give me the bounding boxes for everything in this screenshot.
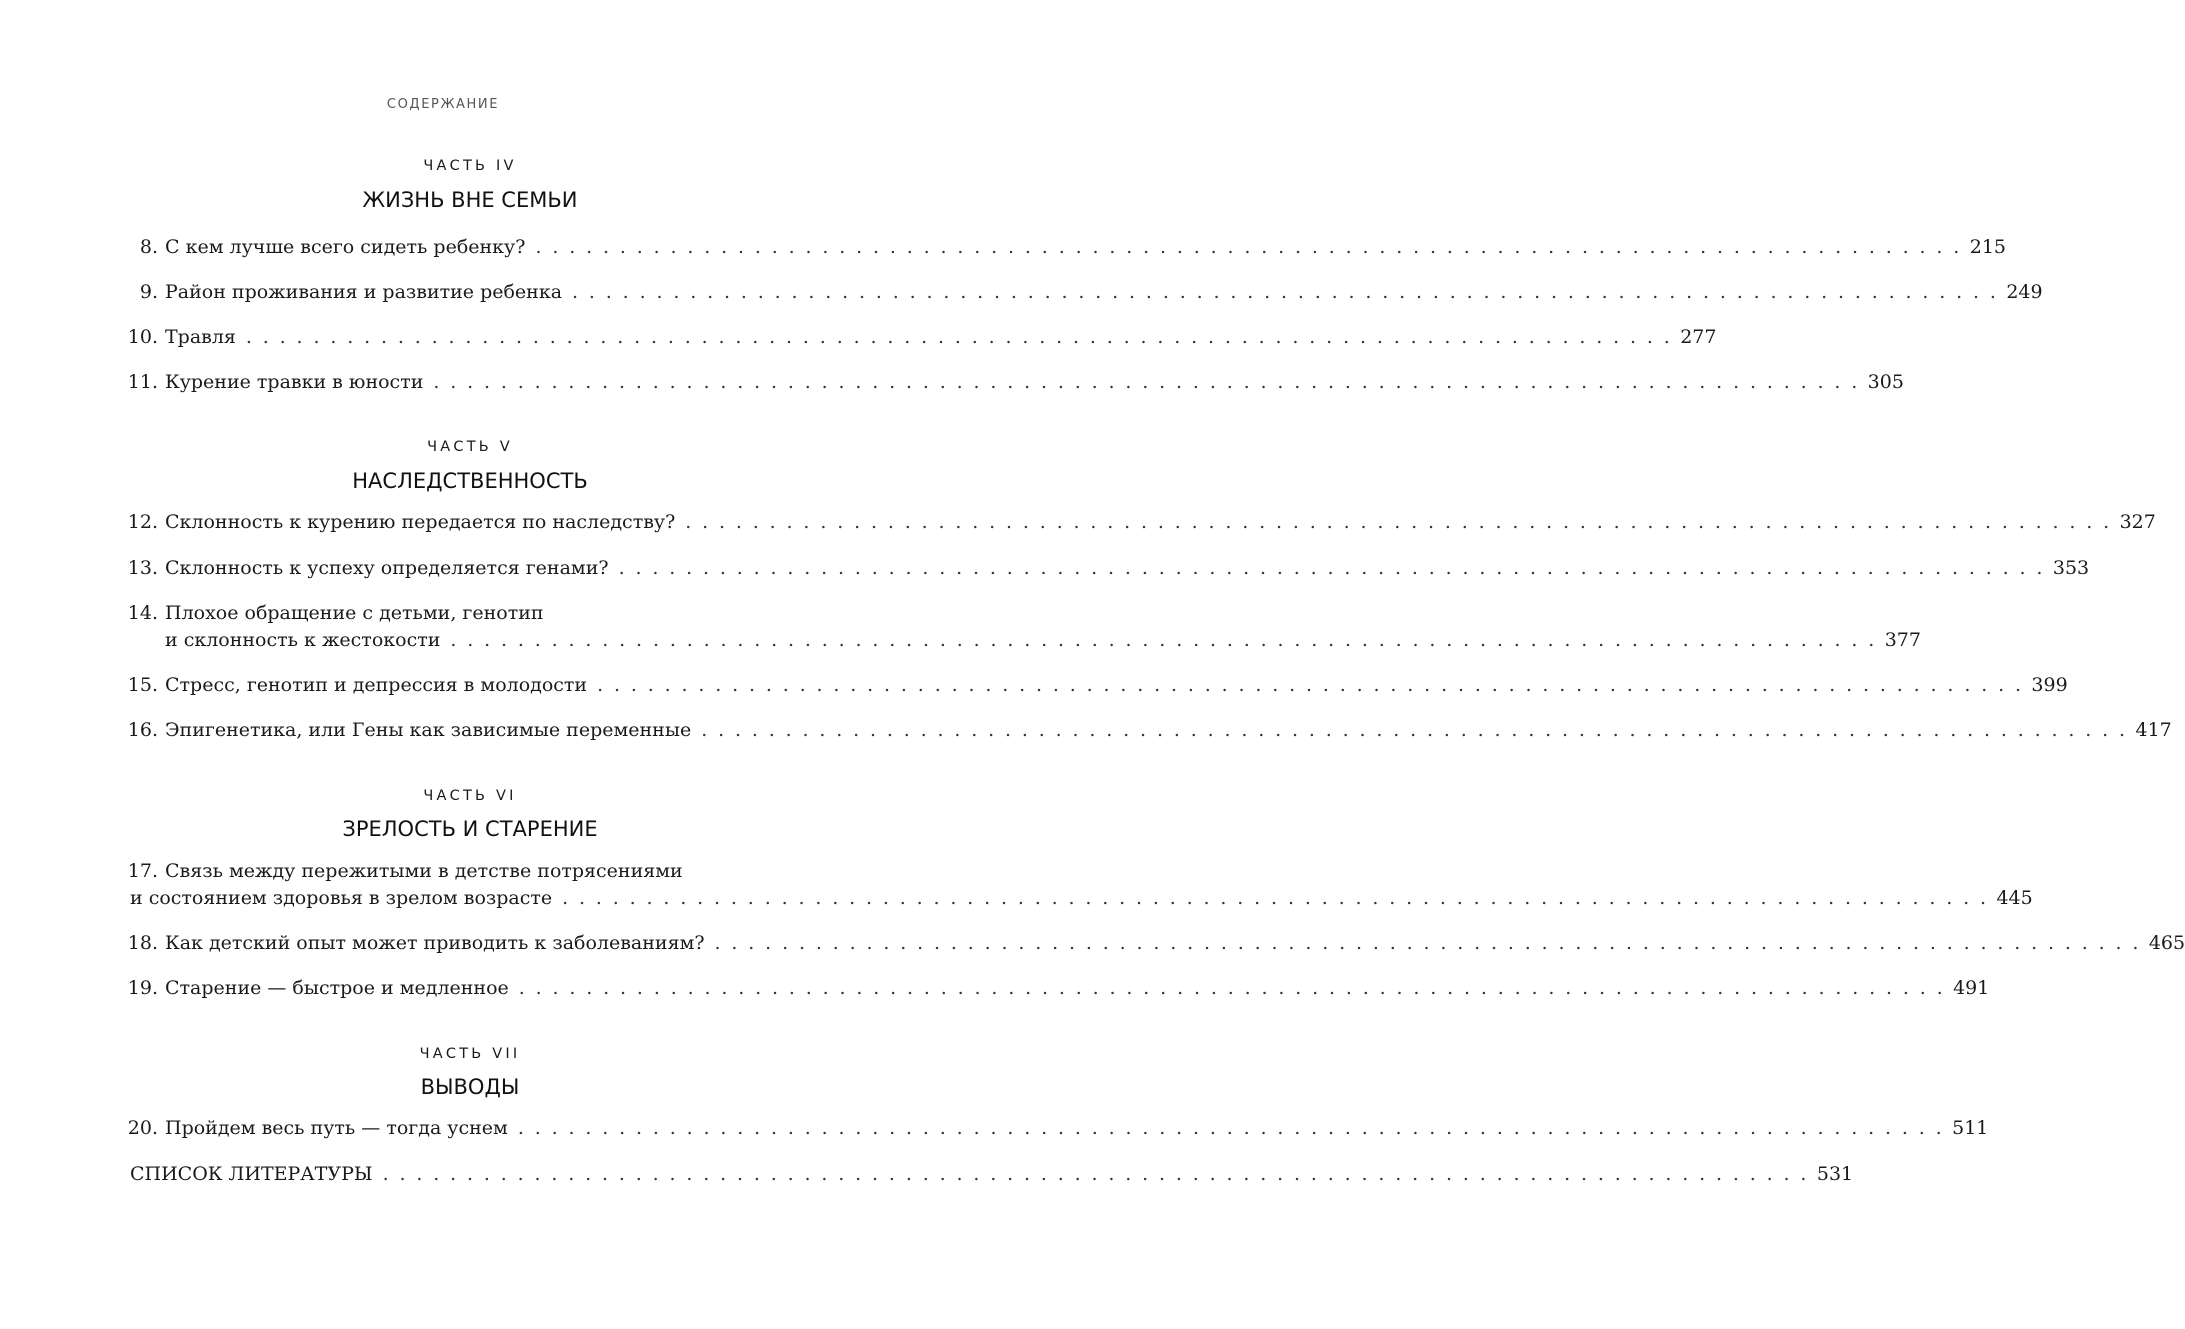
entry-page: 249 (2006, 281, 2043, 303)
entry-number: 17. (127, 860, 158, 882)
toc-entry[interactable] (127, 554, 2090, 582)
part-title: ВЫВОДЫ (420, 1075, 520, 1099)
entry-page: 511 (1952, 1117, 1989, 1139)
entry-page: 277 (1680, 326, 1717, 348)
dot-leader: . . . . . . . . . . . . . . . . . . . . . . . . . . . . . . . . . . . . . . . . . . . . . . . . . . . . . . . . . . . . . . . . . . . . . . . . . . . . . . . . . . . . . (685, 511, 2112, 533)
part-label: ЧАСТЬ V (427, 439, 513, 455)
entry-number: 15. (127, 674, 158, 696)
entry-title: Пройдем весь путь — тогда уснем (165, 1117, 508, 1139)
entry-title: Курение травки в юности (165, 371, 424, 393)
dot-leader: . . . . . . . . . . . . . . . . . . . . . . . . . . . . . . . . . . . . . . . . . . . . . . . . . . . . . . . . . . . . . . . . . . . . . . . . . . . . . . . . . . . . . (382, 1163, 1809, 1185)
toc-entry[interactable] (127, 716, 2172, 744)
entry-page: 327 (2119, 511, 2156, 533)
part-label: ЧАСТЬ VII (419, 1046, 521, 1062)
toc-entry[interactable] (127, 508, 2156, 536)
entry-number: 14. (127, 602, 158, 624)
toc-entry[interactable] (130, 233, 2006, 261)
entry-title: Эпигенетика, или Гены как зависимые переменные (165, 719, 692, 741)
entry-title: Старение — быстрое и медленное (165, 977, 509, 999)
toc-entry[interactable] (127, 323, 1717, 351)
entry-title-line1: Связь между пережитыми в детстве потрясениями (165, 860, 683, 882)
entry-number: 16. (127, 719, 158, 741)
toc-entry[interactable] (127, 1114, 1989, 1142)
entry-title: Травля (165, 326, 236, 348)
entry-page: 305 (1867, 371, 1904, 393)
entry-title: и состоянием здоровья в зрелом возрасте (130, 887, 553, 909)
entry-number: 10. (127, 326, 158, 348)
entry-page: 417 (2135, 719, 2172, 741)
entry-number: 8. (139, 236, 158, 258)
entry-number: 12. (127, 511, 158, 533)
entry-page: 531 (1816, 1163, 1854, 1185)
dot-leader: . . . . . . . . . . . . . . . . . . . . . . . . . . . . . . . . . . . . . . . . . . . . . . . . . . . . . . . . . . . . . . . . . . . . . . . . . . . . . . . . . . . . . (517, 1117, 1945, 1139)
toc-entry[interactable] (130, 278, 2043, 306)
entry-title: Район проживания и развитие ребенка (165, 281, 563, 303)
dot-leader: . . . . . . . . . . . . . . . . . . . . . . . . . . . . . . . . . . . . . . . . . . . . . . . . . . . . . . . . . . . . . . . . . . . . . . . . . . . . . . . . . . . . . (714, 932, 2141, 954)
entry-page: 377 (1884, 629, 1921, 651)
entry-number: 13. (127, 557, 158, 579)
dot-leader: . . . . . . . . . . . . . . . . . . . . . . . . . . . . . . . . . . . . . . . . . . . . . . . . . . . . . . . . . . . . . . . . . . . . . . . . . . . . . . . . . . . . . (535, 236, 1962, 258)
dot-leader: . . . . . . . . . . . . . . . . . . . . . . . . . . . . . . . . . . . . . . . . . . . . . . . . . . . . . . . . . . . . . . . . . . . . . . . . . . . . . . . . . . . . . (597, 674, 2024, 696)
dot-leader: . . . . . . . . . . . . . . . . . . . . . . . . . . . . . . . . . . . . . . . . . . . . . . . . . . . . . . . . . . . . . . . . . . . . . . . . . . . . . . . . . . . . . (572, 281, 1999, 303)
entry-number: 20. (127, 1117, 158, 1139)
entry-title: С кем лучше всего сидеть ребенку? (165, 236, 526, 258)
toc-entry[interactable] (127, 671, 2068, 699)
part-label: ЧАСТЬ IV (423, 158, 517, 174)
entry-number: 9. (139, 281, 158, 303)
entry-page: 445 (1996, 887, 2033, 909)
toc-entry[interactable] (127, 368, 1904, 396)
entry-page: 399 (2031, 674, 2068, 696)
part-title: НАСЛЕДСТВЕННОСТЬ (352, 469, 588, 493)
entry-number: 19. (127, 977, 158, 999)
toc-entry[interactable] (127, 857, 2033, 912)
dot-leader: . . . . . . . . . . . . . . . . . . . . . . . . . . . . . . . . . . . . . . . . . . . . . . . . . . . . . . . . . . . . . . . . . . . . . . . . . . . . . . . . . . . . . (433, 371, 1860, 393)
dot-leader: . . . . . . . . . . . . . . . . . . . . . . . . . . . . . . . . . . . . . . . . . . . . . . . . . . . . . . . . . . . . . . . . . . . . . . . . . . . . . . . . . . . . . (450, 629, 1877, 651)
toc-entry[interactable] (127, 599, 1921, 654)
toc-entry-bibliography[interactable] (130, 1160, 1854, 1188)
entry-title: и склонность к жестокости (165, 629, 441, 651)
entry-page: 215 (1969, 236, 2006, 258)
entry-title: Склонность к курению передается по наследству? (165, 511, 676, 533)
dot-leader: . . . . . . . . . . . . . . . . . . . . . . . . . . . . . . . . . . . . . . . . . . . . . . . . . . . . . . . . . . . . . . . . . . . . . . . . . . . . . . . . . . . . . (245, 326, 1673, 348)
part-title: ЗРЕЛОСТЬ И СТАРЕНИЕ (342, 817, 598, 841)
toc-entry[interactable] (127, 974, 1990, 1002)
dot-leader: . . . . . . . . . . . . . . . . . . . . . . . . . . . . . . . . . . . . . . . . . . . . . . . . . . . . . . . . . . . . . . . . . . . . . . . . . . . . . . . . . . . . . (701, 719, 2128, 741)
entry-title: Как детский опыт может приводить к заболеваниям? (165, 932, 705, 954)
entry-title: СПИСОК ЛИТЕРАТУРЫ (130, 1163, 373, 1185)
toc-entry[interactable] (127, 929, 2185, 957)
dot-leader: . . . . . . . . . . . . . . . . . . . . . . . . . . . . . . . . . . . . . . . . . . . . . . . . . . . . . . . . . . . . . . . . . . . . . . . . . . . . . . . . . . . . . (562, 887, 1989, 909)
part-title: ЖИЗНЬ ВНЕ СЕМЬИ (362, 188, 578, 212)
entry-title: Склонность к успеху определяется генами? (165, 557, 609, 579)
entry-page: 491 (1953, 977, 1990, 999)
entry-number: 18. (127, 932, 158, 954)
entry-page: 353 (2052, 557, 2090, 579)
entry-number: 11. (127, 371, 158, 393)
entry-title: Стресс, генотип и депрессия в молодости (165, 674, 588, 696)
dot-leader: . . . . . . . . . . . . . . . . . . . . . . . . . . . . . . . . . . . . . . . . . . . . . . . . . . . . . . . . . . . . . . . . . . . . . . . . . . . . . . . . . . . . . (518, 977, 1946, 999)
entry-page: 465 (2148, 932, 2185, 954)
part-label: ЧАСТЬ VI (423, 788, 517, 804)
entry-title-line1: Плохое обращение с детьми, генотип (165, 602, 544, 624)
running-head: СОДЕРЖАНИЕ (386, 97, 500, 112)
dot-leader: . . . . . . . . . . . . . . . . . . . . . . . . . . . . . . . . . . . . . . . . . . . . . . . . . . . . . . . . . . . . . . . . . . . . . . . . . . . . . . . . . . . . . (618, 557, 2045, 579)
